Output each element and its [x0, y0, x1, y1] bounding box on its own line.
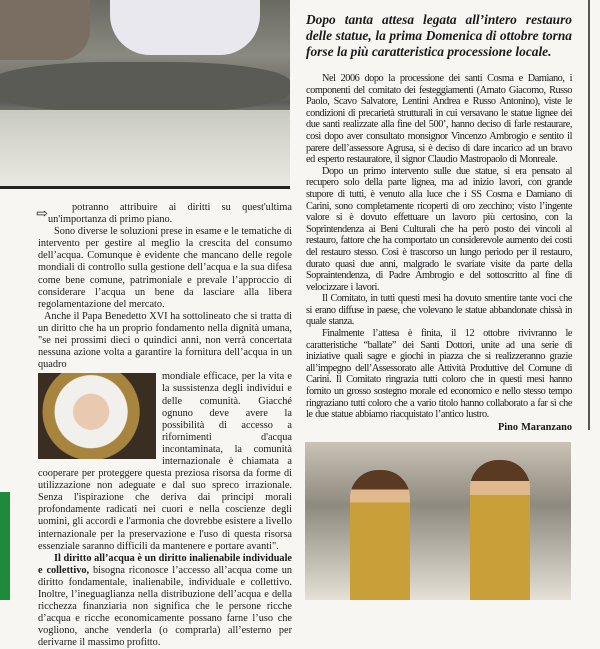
- continuation-arrow-icon: ⇨: [36, 207, 48, 222]
- paragraph: bisogna riconosce l’accesso all’acqua come un diritto fondamentale, inalienabile, individuale e collettivo. Inoltre, l’ineguaglianza nella distribuzione dell’acqua e della ricchezza finanziaria non significa che le persone ricche d’acqua e ricche economicamente possano farne l’uso che vogliono, anche venderla (o comprarla) all’esterno per derivarne il massimo profitto.: [38, 564, 292, 649]
- paragraph: Finalmente l’attesa è finita, il 12 ottobre rivivranno le caratteristiche “ballate” dei Santi Dottori, unite ad una serie di iniziative quali sagre e giochi in piazza che si realizzeranno grazie all’impegno dell’Assessorato alle Attività Produttive del Comune di Carini. Il Comitato ringrazia tutti coloro che in questi mesi hanno fornito un grosso sostegno morale ed economico e nello stesso tempo ringraziano tutti coloro che a vario titolo hanno collaborato a far sì che le due statue abbiamo riacquistato l’antico lustro.: [306, 328, 572, 421]
- paragraph: Nel 2006 dopo la processione dei santi Cosma e Damiano, i componenti del comitato dei festeggiamenti (Amato Giacomo, Russo Paolo, Scavo Salvatore, Lentini Andrea e Russo Antonino), viste le condizioni di precarietà strutturali in cui versavano le statue lignee dei due santi realizzate alla fine del 500’, hanno deciso di farle restaurare, così dopo aver consultato monsignor Vincenzo Ambrogio e sentito il parere dell’assessore Agrusa, si è deciso di dare incarico ad un bravo ed esperto restauratore, il signor Claudio Mastropaolo di Monreale.: [306, 73, 572, 166]
- paragraph: Sono diverse le soluzioni prese in esame e le tematiche di intervento per gestire al meglio la crescita del consumo dell’acqua. Comunque è evidente che mancano delle regole mondiali di controllo sulla gestione dell’acqua e la sua difesa come bene comune, patrimoniale e prevale l’approccio di considerare l’acqua un bene da lasciare alla libera regolamentazione del mercato.: [38, 226, 292, 310]
- article-headline: Dopo tanta attesa legata all’intero restauro delle statue, la prima Domenica di ottobre torna forse la più caratteristica processione locale.: [306, 12, 572, 59]
- author-signature: Pino Maranzano: [497, 421, 572, 433]
- column-rule: [588, 0, 590, 430]
- photo-fountain: [0, 0, 290, 189]
- photo-statues: [305, 442, 571, 600]
- paragraph: Dopo un primo intervento sulle due statue, si era pensato al recupero solo della parte lignea, ma ad inizio lavori, con grande stupore di tutti, è venuto alla luce che i SS Cosma e Damiano di Carini, sono completamente ricoperti di oro zecchino; visto l’ingente valore si è dovuto effettuare un lavoro più certosino, con la Soprintendenza ai Beni Culturali che ha però posto dei vincoli al restauro, fattore che ha comportato un considerevole aumento dei costi del restauro stesso. Così è trascorso un lungo periodo per il restauro, durato quasi due anni, malgrado le svariate visite da parte della Sopraintendenza, di Padre Ambrogio e del sottoscritto al fine di velocizzare i lavori.: [306, 165, 572, 293]
- bold-lead: Il diritto all’acqua è un diritto inalienabile individuale e collettivo,: [38, 552, 292, 576]
- right-article: [306, 73, 572, 433]
- paragraph: mondiale efficace, per la vita e la sussistenza degli individui e delle comunità. Giacché ognuno deve avere la possibilità di accesso a rifornimenti d'acqua incontaminata, la comunità internazionale è chiamata a cooperare per proteggere questa preziosa risorsa da forme di utilizzazione non adeguate e dal suo spreco irrazionale. Senza l'ispirazione che deriva dai principi morali profondamente radicati nei cuori e nella coscienze degli uomini, gli accordi e l'armonia che dovrebbe esistere a livello internazionale per la preservazione e l'uso di questa risorsa essenziale saranno difficili da mantenere e portare avanti".: [38, 371, 292, 552]
- left-article: [38, 202, 292, 649]
- photo-pope-benedict: [38, 373, 156, 459]
- continuation-text: potranno attribuire ai diritti su quest'ultima un'importanza di primo piano.: [48, 202, 292, 226]
- paragraph: Anche il Papa Benedetto XVI ha sottolineato che si tratta di un diritto che ha un proprio fondamento nella dignità umana, "se nei prossimi dieci o quindici anni, non verrà concertata nessuna azione volta a garantire la fornitura dell’acqua in un quadro: [38, 310, 292, 371]
- paragraph: Il Comitato, in tutti questi mesi ha dovuto smentire tante voci che si erano diffuse in paese, che volevano le statue abbandonate chissà in quale stanza.: [306, 293, 572, 328]
- green-margin-strip: [0, 492, 10, 600]
